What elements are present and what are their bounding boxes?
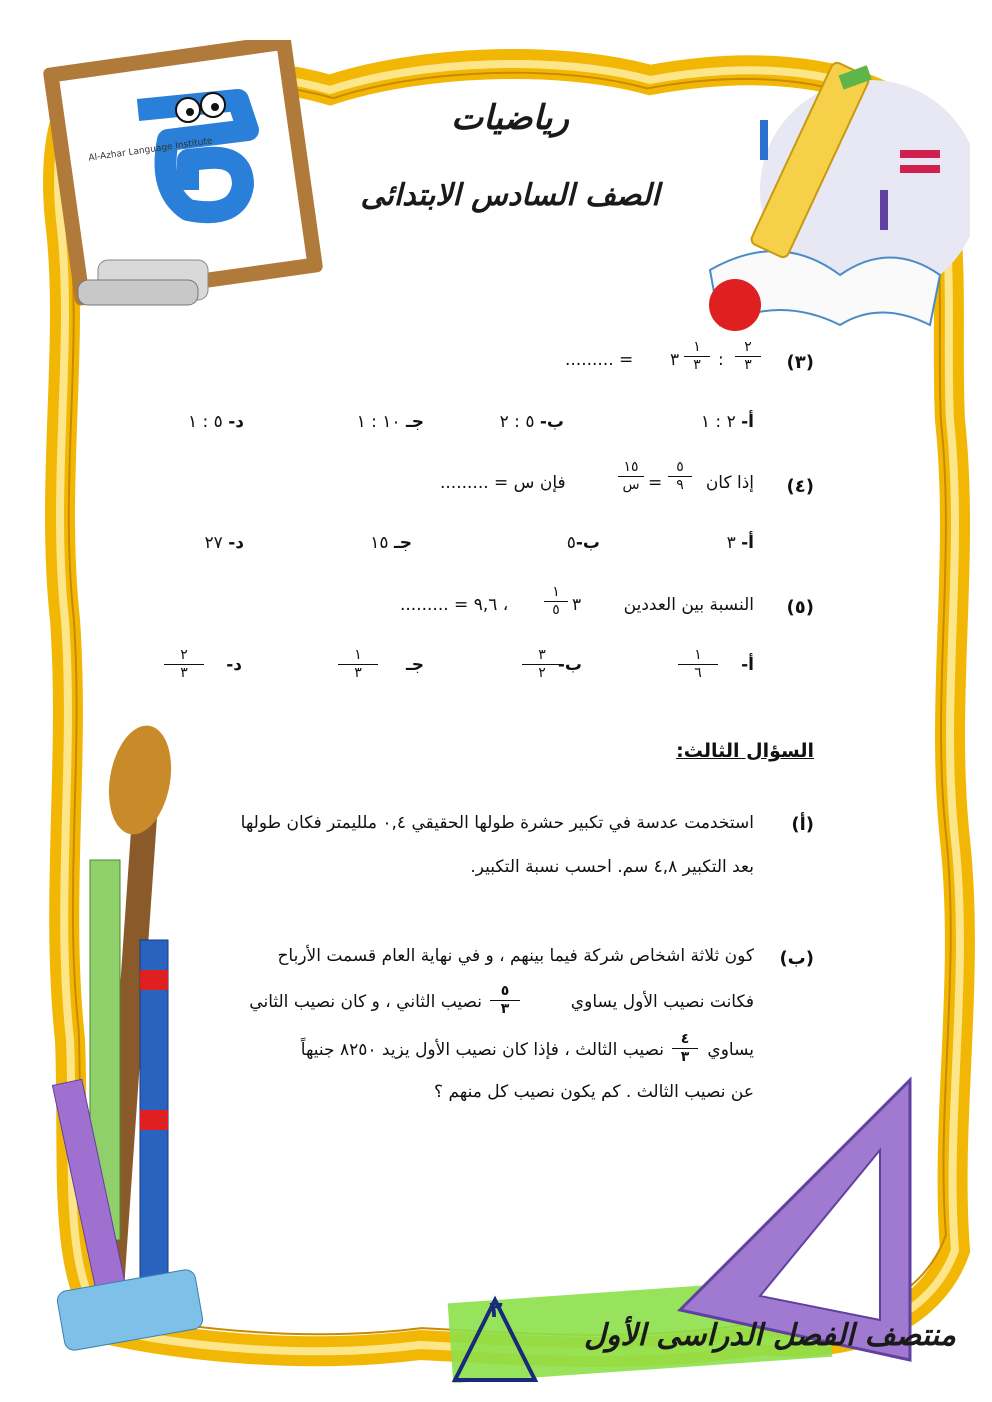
fraction: ٢ ٣ (735, 340, 761, 373)
whole-number: ٣ (572, 595, 582, 615)
option-b[interactable]: ب- (557, 655, 582, 675)
fraction: ١ ٣ (684, 340, 710, 373)
option-c[interactable]: جـ ١٥ (370, 533, 412, 553)
part-a-line2: بعد التكبير ٤,٨ سم. احسب نسبة التكبير. (470, 857, 754, 877)
part-b-line3a: يساوي (707, 1040, 754, 1060)
question-number: (٣) (786, 352, 814, 373)
option-d[interactable]: د- (226, 655, 242, 675)
part-b-line3b: نصيب الثالث ، فإذا كان نصيب الأول يزيد ٨٢٥٠ جنيهاً (300, 1040, 664, 1060)
fraction: ٥ ٣ (490, 984, 520, 1017)
stem-blank: فإن س = ......... (440, 473, 566, 493)
option-b-fraction: ٣ ٢ (522, 648, 562, 681)
option-b[interactable]: ب-٥ (566, 533, 600, 553)
footer-term: منتصف الفصل الدراسى الأول (584, 1318, 956, 1353)
option-c[interactable]: جـ ١٠ : ١ (356, 412, 424, 432)
option-a[interactable]: أ- (741, 655, 754, 675)
number-six-board (38, 40, 328, 310)
stem-blank: = ......... (565, 350, 634, 370)
fraction: ٥ ٩ (668, 460, 692, 493)
option-d[interactable]: د- ٥ : ١ (187, 412, 244, 432)
fraction: ٤ ٣ (672, 1032, 698, 1065)
part-b-line4: عن نصيب الثالث . كم يكون نصيب كل منهم ؟ (434, 1082, 754, 1102)
part-b-line2b: نصيب الثاني ، و كان نصيب الثاني (249, 992, 482, 1012)
fraction: ١ ٥ (544, 585, 568, 618)
part-a-label: (أ) (791, 814, 814, 835)
ratio-separator: : (718, 350, 724, 370)
part-a-line1: استخدمت عدسة في تكبير حشرة طولها الحقيقي ٠,٤ ملليمتر فكان طولها (240, 813, 754, 833)
part-b-label: (ب) (779, 948, 814, 969)
part-b-line2a: فكانت نصيب الأول يساوي (570, 992, 754, 1012)
option-c[interactable]: جـ (405, 655, 424, 675)
question-number: (٤) (786, 476, 814, 497)
grade-title: الصف السادس الابتدائى (360, 178, 660, 213)
option-d[interactable]: د- ٢٧ (204, 533, 244, 553)
option-b[interactable]: ب- ٥ : ٢ (499, 412, 564, 432)
section-heading: السؤال الثالث: (676, 740, 814, 762)
option-a[interactable]: أ- ٣ (726, 533, 754, 553)
option-c-fraction: ١ ٣ (338, 648, 378, 681)
part-b-line1: كون ثلاثة اشخاص شركة فيما بينهم ، و في نهاية العام قسمت الأرباح (277, 946, 754, 966)
option-d-fraction: ٢ ٣ (164, 648, 204, 681)
stem-prefix: إذا كان (705, 473, 754, 493)
institute-label: Al-Azhar Language Institute (87, 136, 214, 164)
stem-blank: ، ٩,٦ = ......... (400, 595, 509, 615)
stem-prefix: النسبة بين العددين (623, 595, 754, 615)
whole-number: ٣ (670, 350, 680, 370)
option-a-fraction: ١ ٦ (678, 648, 718, 681)
equals-sign: = (648, 473, 663, 493)
question-number: (٥) (786, 597, 814, 618)
subject-title: رياضيات (451, 98, 569, 138)
option-a[interactable]: أ- ٢ : ١ (700, 412, 754, 432)
fraction: ١٥ س (618, 460, 644, 493)
page-number: ٢ (489, 1298, 503, 1323)
